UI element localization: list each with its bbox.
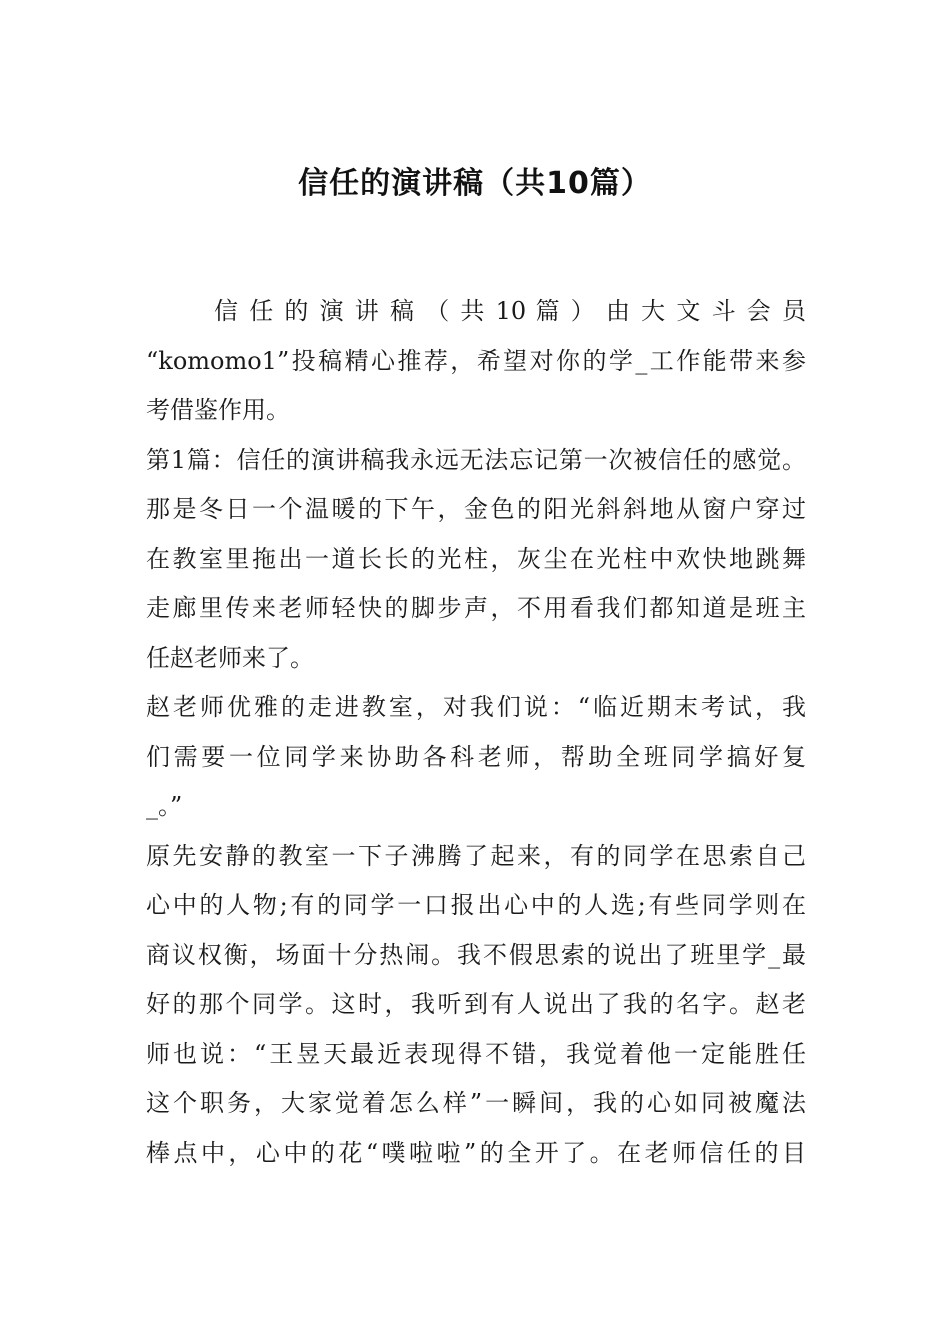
text-line: “komomo1”投稿精心推荐，希望对你的学_工作能带来参 <box>146 346 806 375</box>
text-line: 信 任 的 演 讲 稿 （ 共 10 篇 ） 由 大 文 斗 会 员 <box>214 297 806 325</box>
text-line: 这个职务，大家觉着怎么样”一瞬间，我的心如同被魔法 <box>146 1089 806 1117</box>
text-line: 师也说：“王昱天最近表现得不错，我觉着他一定能胜任 <box>146 1039 806 1068</box>
document-body <box>146 293 806 1184</box>
text-line: 棒点中，心中的花“噗啦啦”的全开了。在老师信任的目 <box>146 1138 806 1167</box>
text-line: 好的那个同学。这时，我听到有人说出了我的名字。赵老 <box>146 990 806 1018</box>
text-line: 赵老师优雅的走进教室，对我们说：“临近期末考试，我 <box>146 693 806 721</box>
text-line: 走廊里传来老师轻快的脚步声，不用看我们都知道是班主 <box>146 594 806 622</box>
text-line: 考借鉴作用。 <box>146 396 290 424</box>
text-line: _。” <box>146 792 183 820</box>
text-line: 商议权衡，场面十分热闹。我不假思索的说出了班里学_最 <box>146 940 806 969</box>
text-line: 在教室里拖出一道长长的光柱，灰尘在光柱中欢快地跳舞 <box>146 544 806 573</box>
document-title: 信任的演讲稿（共10篇） <box>298 166 652 201</box>
text-line: 第1篇：信任的演讲稿我永远无法忘记第一次被信任的感觉。 <box>146 445 806 474</box>
text-line: 心中的人物;有的同学一口报出心中的人选;有些同学则在 <box>146 891 806 919</box>
text-line: 原先安静的教室一下子沸腾了起来，有的同学在思索自己 <box>146 841 806 870</box>
text-line: 们需要一位同学来协助各科老师，帮助全班同学搞好复 <box>146 742 806 771</box>
text-line: 那是冬日一个温暖的下午，金色的阳光斜斜地从窗户穿过 <box>146 495 806 523</box>
text-line: 任赵老师来了。 <box>146 643 314 672</box>
